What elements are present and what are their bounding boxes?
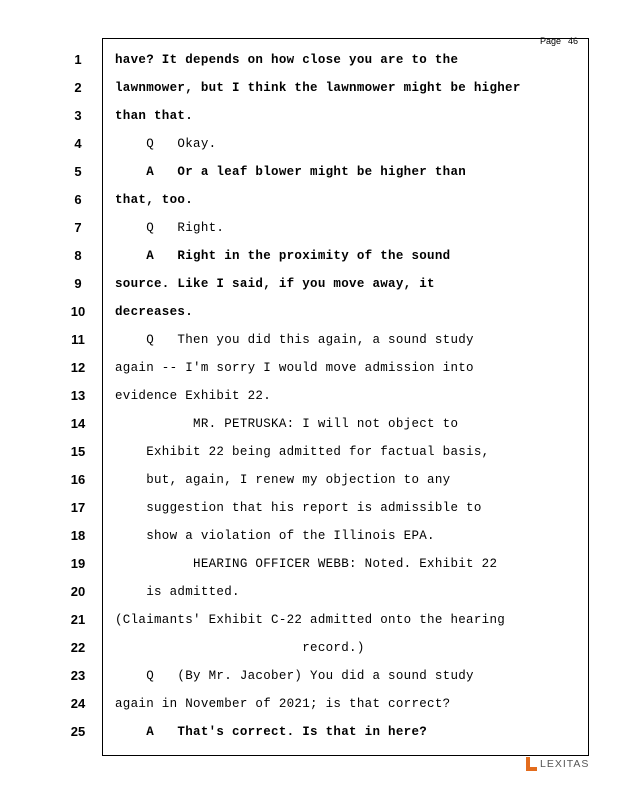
lexitas-logo: [525, 756, 589, 772]
transcript-line: again in November of 2021; is that correct?: [115, 697, 451, 711]
transcript-line: record.): [115, 641, 365, 655]
line-number: 13: [70, 388, 86, 403]
transcript-line: suggestion that his report is admissible to: [115, 501, 482, 515]
line-number: 20: [70, 584, 86, 599]
line-number: 5: [74, 164, 82, 179]
transcript-line: is admitted.: [115, 585, 240, 599]
transcript-line: Exhibit 22 being admitted for factual basis,: [115, 445, 490, 459]
line-number: 6: [74, 192, 82, 207]
transcript-line: MR. PETRUSKA: I will not object to: [115, 417, 459, 431]
transcript-line: show a violation of the Illinois EPA.: [115, 529, 435, 543]
line-number: 24: [70, 696, 86, 711]
line-number: 12: [70, 360, 86, 375]
line-number: 9: [74, 276, 82, 291]
transcript-line: Q Right.: [115, 221, 225, 235]
transcript-line: A That's correct. Is that in here?: [115, 725, 428, 739]
transcript-line: but, again, I renew my objection to any: [115, 473, 451, 487]
line-number: 22: [70, 640, 86, 655]
line-number: 2: [74, 80, 82, 95]
lexitas-logo-icon: [525, 756, 538, 772]
transcript-line: Q Then you did this again, a sound study: [115, 333, 474, 347]
line-number: 17: [70, 500, 86, 515]
page-number: 46: [568, 36, 579, 46]
transcript-line: source. Like I said, if you move away, it: [115, 277, 435, 291]
line-number: 16: [70, 472, 86, 487]
transcript-line: Q Okay.: [115, 137, 217, 151]
transcript-line: that, too.: [115, 193, 194, 207]
transcript-line: A Right in the proximity of the sound: [115, 249, 451, 263]
transcript-line: Q (By Mr. Jacober) You did a sound study: [115, 669, 474, 683]
transcript-line: than that.: [115, 109, 194, 123]
transcript-line: again -- I'm sorry I would move admission into: [115, 361, 474, 375]
line-number: 14: [70, 416, 86, 431]
line-number: 18: [70, 528, 86, 543]
transcript-line: evidence Exhibit 22.: [115, 389, 272, 403]
line-number: 1: [74, 52, 82, 67]
line-number: 10: [70, 304, 86, 319]
line-number: 21: [70, 612, 86, 627]
transcript-line: decreases.: [115, 305, 194, 319]
line-number: 23: [70, 668, 86, 683]
transcript-line: HEARING OFFICER WEBB: Noted. Exhibit 22: [115, 557, 498, 571]
transcript-line: lawnmower, but I think the lawnmower might be higher: [115, 81, 521, 95]
line-number: 25: [70, 724, 86, 739]
transcript-line: have? It depends on how close you are to the: [115, 53, 459, 67]
line-number: 15: [70, 444, 86, 459]
page-label: Page: [540, 36, 562, 46]
transcript-line: A Or a leaf blower might be higher than: [115, 165, 467, 179]
logo-text: LEXITAS: [540, 758, 590, 770]
line-number: 19: [70, 556, 86, 571]
line-number: 11: [71, 332, 85, 347]
line-number: 8: [74, 248, 82, 263]
transcript-line: (Claimants' Exhibit C-22 admitted onto the hearing: [115, 613, 506, 627]
line-number: 7: [74, 220, 82, 235]
line-number: 4: [74, 136, 82, 151]
line-number: 3: [74, 108, 82, 123]
